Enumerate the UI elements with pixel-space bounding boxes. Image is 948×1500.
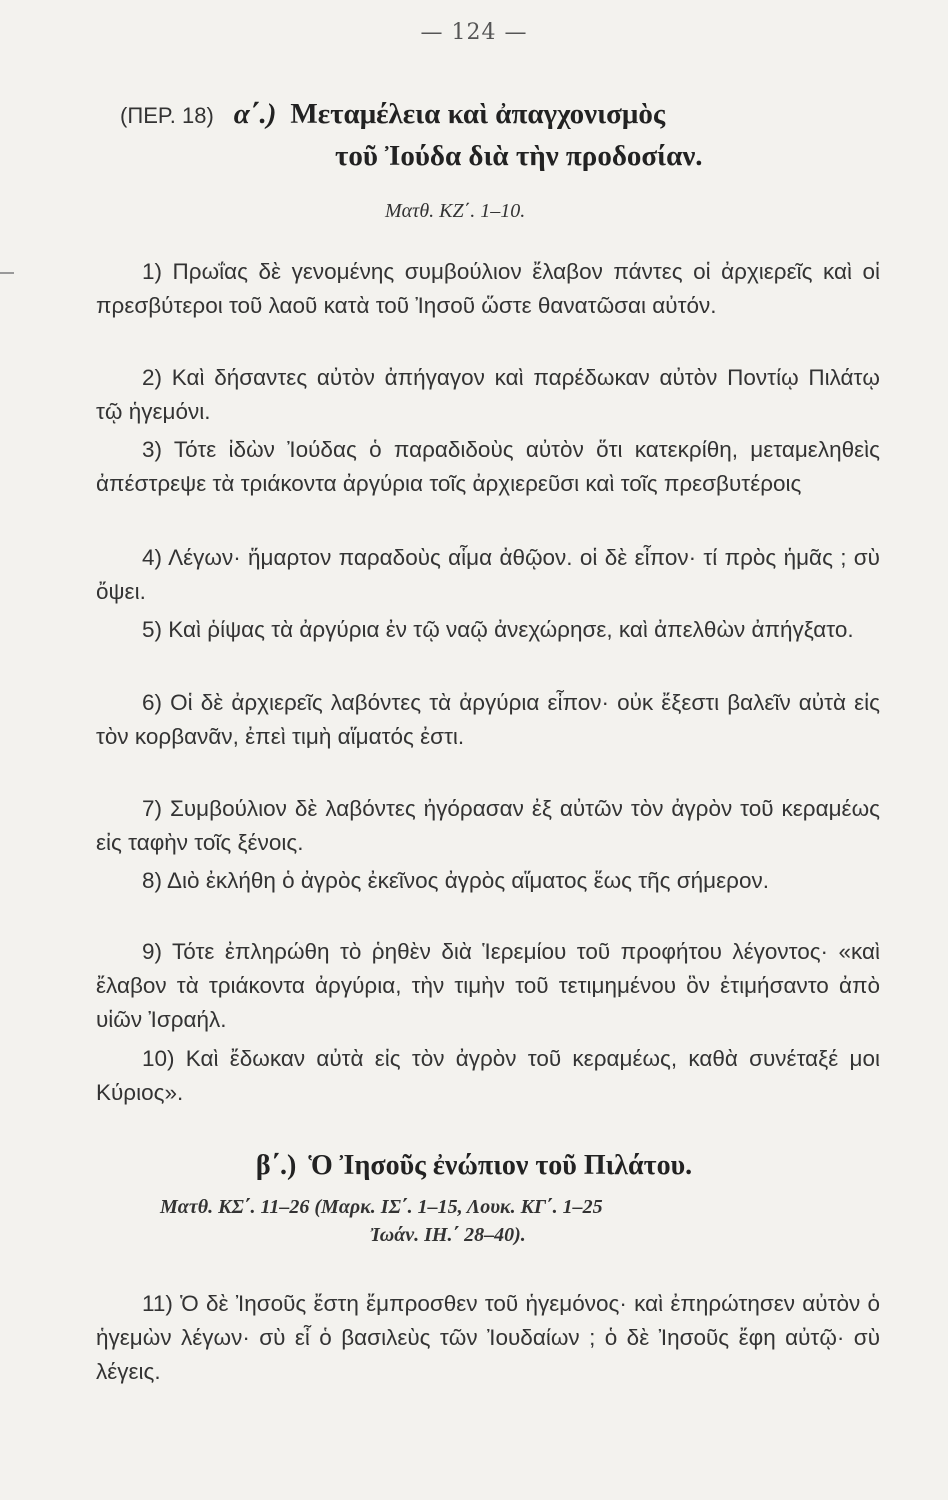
verse-4	[96, 541, 880, 609]
verse-9	[96, 935, 880, 1037]
verse-number: 1)	[142, 259, 163, 284]
verse-11	[96, 1287, 880, 1389]
page-number: — 124 —	[420, 20, 528, 45]
section-heading-1	[120, 98, 880, 131]
verse-text: Ὁ δὲ Ἰησοῦς ἔστη ἔμπροσθεν τοῦ ἡγεμόνος· καὶ ἐπηρώτησεν αὐτὸν ὁ ἡγεμὼν λέγων· σὺ εἶ ὁ βασιλεὺς τῶν Ἰουδαίων ; ὁ δὲ Ἰησοῦς ἔφη αὐτῷ· σὺ λέγεις.	[96, 1291, 880, 1384]
verse-number: 9)	[142, 939, 163, 964]
verse-number: 4)	[142, 545, 163, 570]
verse-7	[96, 792, 880, 860]
verse-text: Τότε ἐπληρώθη τὸ ῥηθὲν διὰ Ἱερεμίου τοῦ προφήτου λέγοντος· «καὶ ἔλαβον τὰ τριάκοντα ἀργύρια, τὴν τιμὴν τοῦ τετιμημένου ὃν ἐτιμήσαντο ἀπὸ υἱῶν Ἰσραήλ.	[96, 939, 880, 1032]
section-title-line2: τοῦ Ἰούδα διὰ τὴν προδοσίαν.	[335, 140, 703, 172]
verse-text: Καὶ ἔδωκαν αὐτὰ εἰς τὸν ἀγρὸν τοῦ κεραμέως, καθὰ συνέταξέ μοι Κύριος».	[96, 1046, 880, 1105]
verse-2	[96, 361, 880, 429]
pericope-number: (ΠΕΡ. 18)	[120, 103, 214, 128]
verse-number: 8)	[142, 868, 163, 893]
verse-number: 6)	[142, 690, 163, 715]
verse-text: Συμβούλιον δὲ λαβόντες ἠγόρασαν ἐξ αὐτῶν τὸν ἀγρὸν τοῦ κεραμέως εἰς ταφὴν τοῖς ξένοις.	[96, 796, 880, 855]
verse-number: 3)	[142, 437, 163, 462]
verse-number: 5)	[142, 617, 163, 642]
verse-text: Πρωΐας δὲ γενομένης συμβούλιον ἔλαβον πάντες οἱ ἀρχιερεῖς καὶ οἱ πρεσβύτεροι τοῦ λαοῦ κατὰ τοῦ Ἰησοῦ ὥστε θανατῶσαι αὐτόν.	[96, 259, 880, 318]
verse-6	[96, 686, 880, 754]
verse-number: 10)	[142, 1046, 175, 1071]
scripture-reference-1: Ματθ. ΚΖ΄. 1–10.	[385, 200, 526, 222]
verse-10	[96, 1042, 880, 1110]
section-number: α΄.)	[233, 98, 277, 130]
verse-text: Οἱ δὲ ἀρχιερεῖς λαβόντες τὰ ἀργύρια εἶπον· οὐκ ἔξεστι βαλεῖν αὐτὰ εἰς τὸν κορβανᾶν, ἐπεὶ τιμὴ αἵματός ἐστι.	[96, 690, 880, 749]
verse-number: 7)	[142, 796, 163, 821]
verse-text: Καὶ δήσαντες αὐτὸν ἀπήγαγον καὶ παρέδωκαν αὐτὸν Ποντίῳ Πιλάτῳ τῷ ἡγεμόνι.	[96, 365, 880, 424]
verse-number: 11)	[142, 1291, 173, 1316]
section-heading-2	[0, 1150, 948, 1182]
verse-5	[96, 613, 880, 647]
section-title: Ὁ Ἰησοῦς ἐνώπιον τοῦ Πιλάτου.	[308, 1150, 693, 1181]
scripture-reference-2-line1: Ματθ. ΚΣ΄. 11–26 (Μαρκ. ΙΣ΄. 1–15, Λουκ. ΚΓ΄. 1–25	[160, 1196, 603, 1218]
scripture-reference-2-line2: Ἰωάν. ΙΗ.΄ 28–40).	[370, 1224, 526, 1246]
verse-text: Καὶ ῥίψας τὰ ἀργύρια ἐν τῷ ναῷ ἀνεχώρησε, καὶ ἀπελθὼν ἀπήγξατο.	[168, 617, 854, 642]
verse-text: Διὸ ἐκλήθη ὁ ἀγρὸς ἐκεῖνος ἀγρὸς αἵματος ἕως τῆς σήμερον.	[167, 868, 769, 893]
margin-mark	[0, 272, 14, 274]
verse-text: Λέγων· ἥμαρτον παραδοὺς αἷμα ἀθῷον. οἱ δὲ εἶπον· τί πρὸς ἡμᾶς ; σὺ ὄψει.	[96, 545, 880, 604]
section-title-line1: Μεταμέλεια καὶ ἀπαγχονισμὸς	[290, 98, 666, 130]
verse-number: 2)	[142, 365, 163, 390]
verse-8	[96, 864, 880, 898]
verse-3	[96, 433, 880, 501]
section-number: β΄.)	[255, 1150, 297, 1181]
verse-1	[96, 255, 880, 323]
verse-text: Τότε ἰδὼν Ἰούδας ὁ παραδιδοὺς αὐτὸν ὅτι κατεκρίθη, μεταμεληθεὶς ἀπέστρεψε τὰ τριάκοντα ἀργύρια τοῖς ἀρχιερεῦσι καὶ τοῖς πρεσβυτέροις	[96, 437, 880, 496]
